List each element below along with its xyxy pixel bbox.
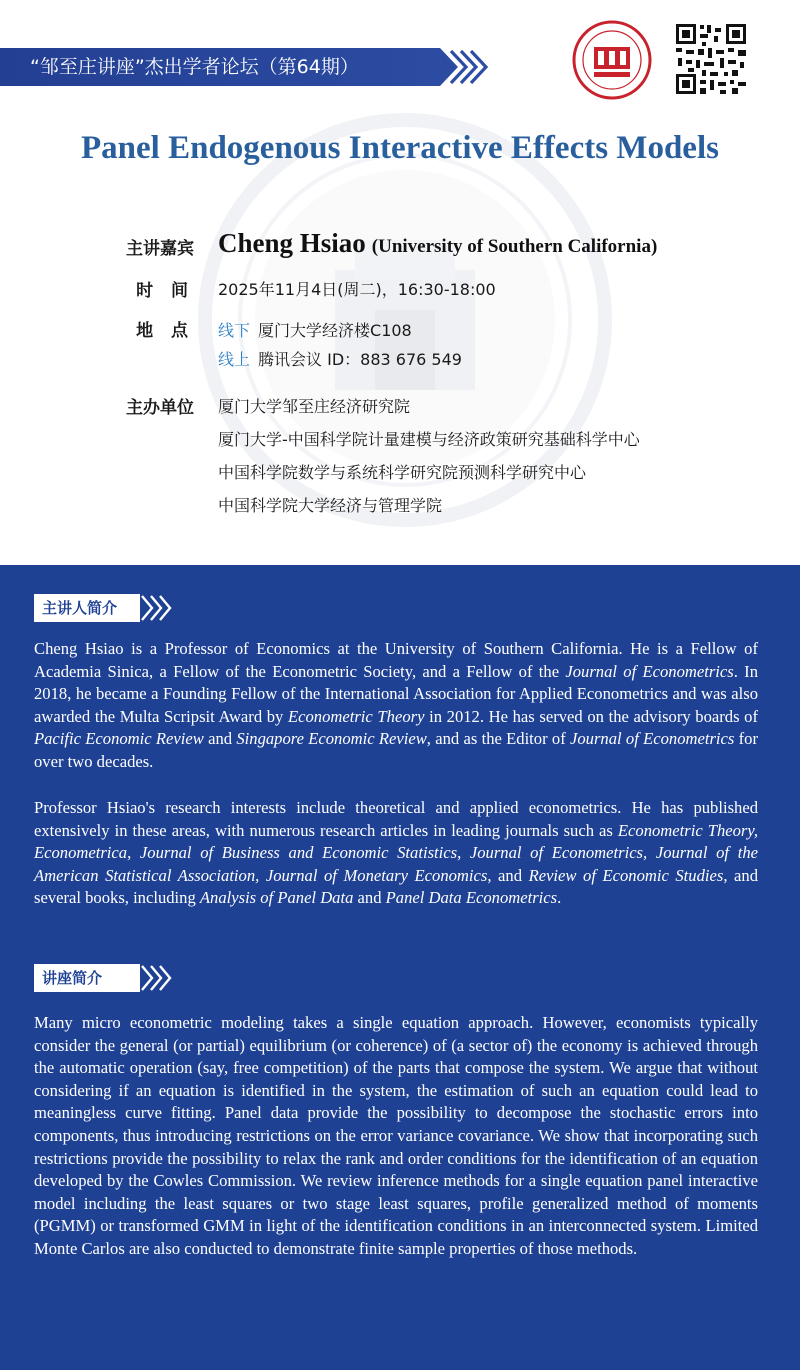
bio-heading: 主讲人简介 (42, 599, 118, 617)
poster-header-section (0, 0, 800, 565)
text-run: Professor Hsiao's research interests include theoretical and applied econometrics. He has published extensively in these areas, with numerous research articles in leading journals such as (34, 798, 758, 840)
organizer-item: 厦门大学邹至庄经济研究院 (218, 397, 411, 416)
text-run: . (557, 888, 562, 908)
chevrons-right-icon (140, 594, 176, 622)
online-value: 腾讯会议 ID：883 676 549 (258, 350, 462, 369)
poster-body-section (0, 565, 800, 1370)
chow-institute-logo-icon (572, 20, 652, 100)
text-run: for over two decades. (34, 729, 758, 771)
organizer-item: 中国科学院数学与系统科学研究院预测科学研究中心 (218, 463, 587, 482)
italic-text-run: Journal of Econometrics (570, 729, 735, 749)
text-run: . In 2018, he became a Founding Fellow of the International Association for Applied Econometrics and was also awarded the Multa Scripsit Award by (34, 661, 758, 726)
time-value: 2025年11月4日(周二)，16:30-18:00 (218, 280, 496, 299)
chevrons-right-icon (140, 964, 176, 992)
italic-text-run: Singapore Economic Review (236, 729, 427, 749)
italic-text-run: Journal of Econometrics (565, 661, 734, 681)
venue-label: 地 点 (136, 321, 194, 341)
italic-text-run: Panel Data Econometrics (385, 888, 558, 908)
organizer-item: 厦门大学-中国科学院计量建模与经济政策研究基础科学中心 (218, 430, 640, 449)
abstract-heading: 讲座简介 (42, 969, 103, 987)
bio-heading-tab (34, 594, 140, 622)
qr-code-icon (674, 22, 748, 96)
text-run: Cheng Hsiao is a Professor of Economics at the University of Southern California. He is a Fellow of Academia Sinica, a Fellow of the Econometric Society, and a Fellow of the (34, 639, 758, 681)
text-run: , and as the Editor of (426, 729, 571, 749)
italic-text-run: Review of Economic Studies (528, 865, 724, 885)
italic-text-run: Econometric Theory (288, 706, 425, 726)
lecture-title: Panel Endogenous Interactive Effects Models (81, 130, 719, 166)
bio-paragraph-2 (34, 797, 758, 910)
venue-online (218, 347, 462, 370)
speaker-affiliation: (University of Southern California) (371, 236, 658, 257)
bio-paragraph-1 (34, 638, 758, 774)
text-run: , and (487, 865, 529, 885)
organizer-label: 主办单位 (126, 398, 194, 418)
text-run: in 2012. He has served on the advisory boards of (424, 706, 759, 726)
italic-text-run: Econometric Theory, Econometrica, Journal of Business and Economic Statistics, Journal of Econometrics, Journal of the American Statistical Association, Journal of Monetary Economics (34, 820, 758, 885)
text-run: and (353, 888, 386, 908)
text-run: , and several books, including (34, 865, 758, 908)
time-label: 时 间 (136, 281, 194, 301)
speaker-name: Cheng Hsiao (218, 228, 366, 258)
speaker-block (218, 228, 657, 259)
online-tag: 线上 (218, 350, 251, 369)
italic-text-run: Analysis of Panel Data (199, 888, 354, 908)
italic-text-run: Pacific Economic Review (34, 729, 204, 749)
organizer-item: 中国科学院大学经济与管理学院 (218, 496, 443, 515)
chevrons-right-icon (447, 48, 489, 86)
series-title: “邹至庄讲座”杰出学者论坛（第64期） (30, 56, 359, 78)
offline-value: 厦门大学经济楼C108 (258, 321, 412, 340)
text-run: and (203, 729, 237, 749)
abstract-heading-tab (34, 964, 140, 992)
offline-tag: 线下 (218, 321, 251, 340)
venue-offline (218, 318, 412, 341)
abstract-paragraph: Many micro econometric modeling takes a single equation approach. However, economists typically consider the general (or partial) equilibrium (or coherence) of (a sector of) the economy is achieved through the automatic operation (say, free competition) of the parts that compose the system. We argue that without considering if an equation is identified in the system, the estimation of such an equation could lead to meaningless curve fitting. Panel data provide the possibility to decompose the stochastic errors into components, thus introducing restrictions on the error variance covariance. We show that incorporating such restrictions provide the possibility to relax the rank and order conditions for the identification of an equation developed by the Cowles Commission. We review inference methods for a single equation panel interactive model including the least squares or two stage least squares, profile generalized method of moments (PGMM) or transformed GMM in light of the identification conditions in an interconnected system. Limited Monte Carlos are also conducted to demonstrate finite sample properties of those methods. (34, 1013, 758, 1258)
speaker-label: 主讲嘉宾 (126, 239, 194, 259)
